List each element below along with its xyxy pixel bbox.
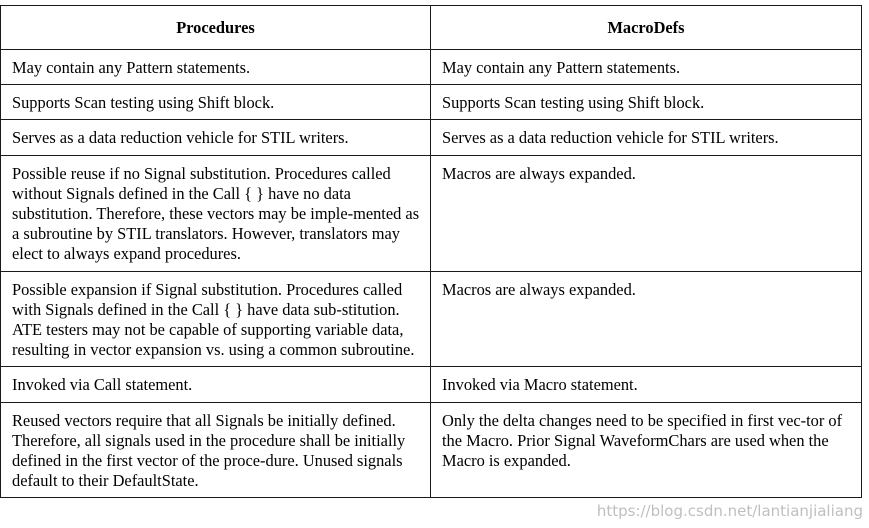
cell-procedures: Invoked via Call statement. xyxy=(1,367,431,402)
cell-procedures: Supports Scan testing using Shift block. xyxy=(1,85,431,120)
header-macrodefs: MacroDefs xyxy=(431,6,862,50)
cell-macrodefs: Only the delta changes need to be specified in first vec-tor of the Macro. Prior Signal WaveformChars are used when the Macro is expanded. xyxy=(431,402,862,498)
table-row xyxy=(1,367,862,402)
table-row xyxy=(1,402,862,498)
cell-procedures: Reused vectors require that all Signals be initially defined. Therefore, all signals used in the procedure shall be initially defined in the first vector of the proce-dure. Unused signals default to their DefaultState. xyxy=(1,402,431,498)
cell-macrodefs: Serves as a data reduction vehicle for STIL writers. xyxy=(431,120,862,155)
watermark-url: https://blog.csdn.net/lantianjialiang xyxy=(596,502,863,520)
cell-macrodefs: Supports Scan testing using Shift block. xyxy=(431,85,862,120)
cell-macrodefs: May contain any Pattern statements. xyxy=(431,50,862,85)
cell-procedures: May contain any Pattern statements. xyxy=(1,50,431,85)
comparison-table-container xyxy=(0,5,861,498)
table-row xyxy=(1,155,862,271)
table-header-row xyxy=(1,6,862,50)
table-row xyxy=(1,50,862,85)
table-row xyxy=(1,85,862,120)
header-procedures: Procedures xyxy=(1,6,431,50)
table-row xyxy=(1,120,862,155)
procedures-vs-macrodefs-table xyxy=(0,5,862,498)
cell-procedures: Possible reuse if no Signal substitution. Procedures called without Signals defined in the Call { } have no data substitution. Therefore, these vectors may be imple-mented as a subroutine by STIL translators. However, translators may elect to always expand procedures. xyxy=(1,155,431,271)
table-row xyxy=(1,271,862,367)
cell-procedures: Serves as a data reduction vehicle for STIL writers. xyxy=(1,120,431,155)
cell-procedures: Possible expansion if Signal substitution. Procedures called with Signals defined in the Call { } have data sub-stitution. ATE testers may not be capable of supporting variable data, resulting in vector expansion vs. using a common subroutine. xyxy=(1,271,431,367)
cell-macrodefs: Invoked via Macro statement. xyxy=(431,367,862,402)
cell-macrodefs: Macros are always expanded. xyxy=(431,155,862,271)
cell-macrodefs: Macros are always expanded. xyxy=(431,271,862,367)
